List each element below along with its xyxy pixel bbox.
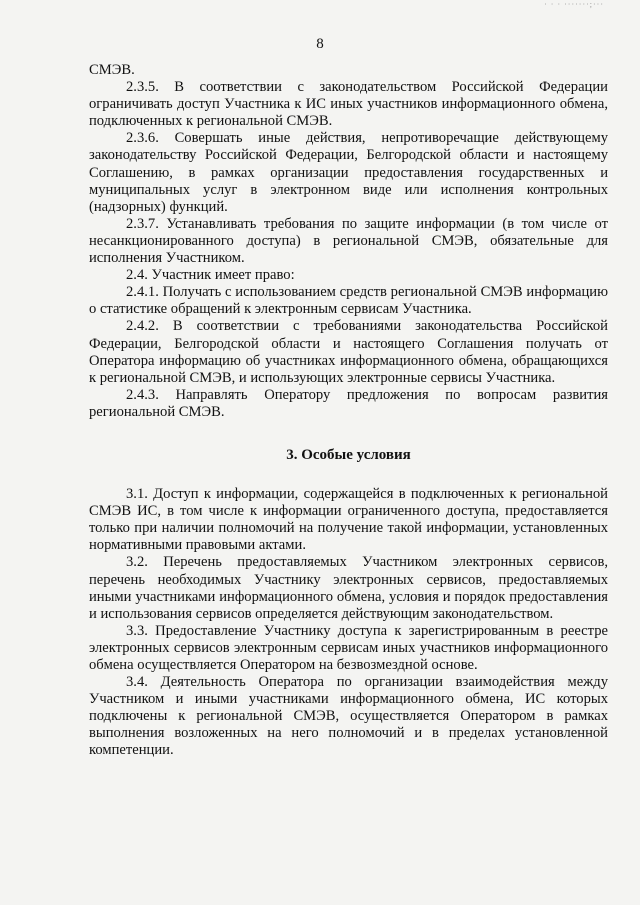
paragraph-3-3: 3.3. Предоставление Участнику доступа к зарегистрированным в реестре электронных сервисов электронным сервисам иных участников информационного обмена осуществляется Оператором на безвозмездной основе. bbox=[89, 622, 608, 673]
paragraph-continuation: СМЭВ. bbox=[89, 62, 135, 78]
paragraph-2-3-7: 2.3.7. Устанавливать требования по защите информации (в том числе от несанкционированного доступа) в региональной СМЭВ, обязательные для исполнения Участником. bbox=[89, 215, 608, 267]
paragraph-3-1: 3.1. Доступ к информации, содержащейся в подключенных к региональной СМЭВ ИС, в том числе к информации ограниченного доступа, предоставляется только при наличии полномочий на получение такой информации, установленных нормативными правовыми актами. bbox=[89, 486, 608, 554]
paragraph-2-4-2: 2.4.2. В соответствии с требованиями законодательства Российской Федерации, Белгородской области и настоящего Соглашения получать от Оператора информацию об участниках информационного обмена, обращающихся к региональной СМЭВ, и использующих электронные сервисы Участника. bbox=[89, 318, 608, 386]
scan-mark: · · · ·······;··· bbox=[544, 0, 604, 9]
page-number: 8 bbox=[316, 36, 324, 52]
paragraph-2-4: 2.4. Участник имеет право: bbox=[126, 267, 295, 284]
paragraph-2-4-1: 2.4.1. Получать с использованием средств региональной СМЭВ информацию о статистике обращений к электронным сервисам Участника. bbox=[89, 284, 608, 318]
paragraph-2-3-5: 2.3.5. В соответствии с законодательством Российской Федерации ограничивать доступ Участника к ИС иных участников информационного обмена, подключенных к региональной СМЭВ. bbox=[89, 79, 608, 130]
paragraph-3-4: 3.4. Деятельность Оператора по организации взаимодействия между Участником и иными участниками информационного обмена, ИС которых подключены к региональной СМЭВ, осуществляется Оператором в рамках выполнения возложенных на него полномочий и в пределах установленной компетенции. bbox=[89, 674, 608, 759]
paragraph-3-2: 3.2. Перечень предоставляемых Участником электронных сервисов, перечень необходимых Участнику электронных сервисов, предоставляемых иными участниками информационного обмена, условия и порядок предоставления и использования сервисов определяется действующим законодательством. bbox=[89, 554, 608, 622]
section-heading: 3. Особые условия bbox=[286, 446, 411, 463]
paragraph-2-4-3: 2.4.3. Направлять Оператору предложения по вопросам развития региональной СМЭВ. bbox=[89, 386, 608, 420]
paragraph-2-3-6: 2.3.6. Совершать иные действия, непротиворечащие действующему законодательству Российской Федерации, Белгородской области и настоящему Соглашению, в рамках организации предоставления государственных и муниципальных услуг в электронном виде или исполнения контрольных (надзорных) функций. bbox=[89, 130, 608, 215]
document-body bbox=[89, 62, 608, 760]
